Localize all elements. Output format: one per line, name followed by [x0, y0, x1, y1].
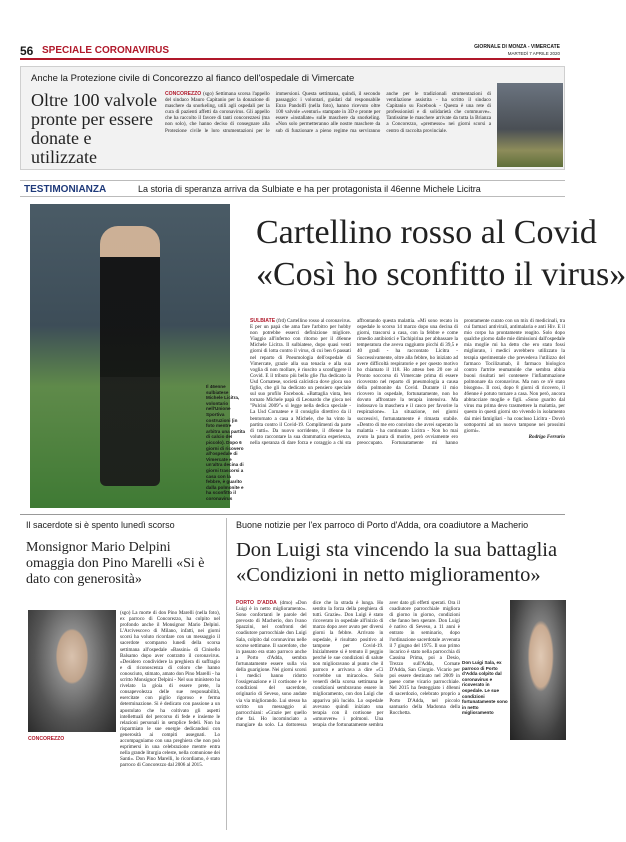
article-text: (dmo) «Don Luigi è in netto miglioramento». Sono confortanti le parole del prevosto di Macherio, don Ivano Spazzini, nel confronti del coadiutore parrocchiale don Luigi Sala, colpito dal coronavirus nelle scorse settimane. Il sacerdote, che in passato era stato parroco anche a Porto d'Adda, sembra fortunatamente essere sulla via della guarigione. Nei giorni scorsi i medici hanno ridotto l'ossigenazione e il cortisone e le condizioni del sacerdote, originario di Seveso, sono andate via via migliorando. Lui stesso ha scritto un messaggio ai parrocchiani: «Grazie per quello che fai. Ho incominciato a mangiare da solo. La dottoressa dice che la strada è lunga. Ho sentito la forza della preghiera di tutti. Grazie». Don Luigi è stato ricoverato in ospedale all'inizio di marzo dopo aver avuto per diversi giorni la febbre. Arrivato in ospedale, è risultato positivo al tampone per Covid-19. Inizialmente si è temuto il peggio perché le sue condizioni di salute non miglioravano al punto che il parroco e arrivava a dire «Ci vorrebbe un miracolo». Solo venerdì della scorsa settimana le condizioni sembravano essere in miglioramento, con don Luigi che appariva più lucido. Lo ospedale avevano quindi iniziato una terapia con il cortisone per «smuovere» i polmoni. Una terapia che fortunatamente sembra aver dato gli effetti sperati. Ora il coadiutore parrocchiale migliora di giorno in giorno, condizioni che fanno ben sperare. Don Luigi è nativo di Seveso, a 11 anni è entrato in seminario, dopo l'ordinazione sacerdotale avvenuta il 7 giugno del 1975. Il suo primo incarico è stato nella parrocchia di Cassina Prima, poi a Desio, Trezzo sull'Adda, Cornate D'Adda, San Giorgio. Vicario per poi essere destinato nel 2009 in paese come vicario parrocchiale. Nel 2015 ha festeggiato i 40enni di sacerdozio, celebrato proprio a Porto D'Adda, nel piccolo santuario della Madonna della Rocchetta.	[236, 600, 460, 728]
column-divider	[226, 518, 227, 830]
article-kicker-sala: Buone notizie per l'ex parroco di Porto d'Adda, ora coadiutore a Macherio	[236, 520, 529, 530]
article-protezione-civile	[20, 66, 565, 170]
referee-figure	[100, 226, 160, 486]
article-body-delpini	[120, 610, 220, 830]
article-headline-delpini: Monsignor Mario Delpini omaggia don Pino Marelli «Si è dato con generosità»	[26, 540, 205, 587]
volunteer-photo	[497, 83, 563, 167]
article-text: (frd) Cartellino rosso al coronavirus. E per un papà che ama fare l'arbitro per hobby non potrebbe esserci definizione migliore. Viaggio all'inferno con ritorno per il 46enne Michele Licitra. Il sulbiatese, dopo quasi venti giorni di lotta contro il virus, di cui ben 6 passati nel reparto di Pneumologia dell'ospedale di Vimercate, grazie alla sua tenacia e alla sua voglia di non mollare, è riuscito a sconfiggere il Covid. E il tributo più bello glie l'ha dedicato la Usd Cornatese, società calcistica dove gioca suo figlio, che gli ha dedicato un pensiero speciale sul suo profilo Facebook. «Battaglia vinta, ben tornato Michele papà di Leonardo che gioca nei "Pulcini 2009"» si legge nella dedica speciale - La Usd Cornatese e il consiglio direttivo da il bentornato a casa a Michele, che ha vinto la partita contro il Covid-19. Complimenti da parte di tutti». Da nuovo sorridente, il 46enne ha voluto raccontare la sua drammatica esperienza, nella speranza di dare forza e coraggio a chi sta affrontando questa malattia. «Mi sono recato in ospedale lo scorso 14 marzo dopo una decina di giorni, trascorsi a casa, con la febbre e come rimedio antibiotici e Tachipirina per abbassare la temperatura che aveva raggiunto picchi di 39,5 e 40 gradi - ha raccontato Licitra - Successivamente, oltre alla febbre, ho iniziato ad avere difficoltà respiratorie e per questo motivo ho chiamato il 118. Ho atteso ben 20 ore al Pronto soccorso di Vimercate prima di essere ricoverato nel reparto di pneumologia a causa della polmonite da Covid. Durante il mio ricovero in ospedale, fortunatamente, non ho dovuto affrontare la terapia intensiva. Ma indossavo la maschera e il casco per favorire la respirazione». La situazione, nei giorni successivi, fortunatamente è rimasta stabile. «Dentro di me ero convinto che avrei superato la malattia - ha continuato Licitra - Non ho mai avuto la paura di morire, però ovviamente ero preoccupato. Fortunatamente mi hanno prontamente curato con un mix di medicinali, tra cui farmaci antivirali, antimalaria e anti Hiv. E il mio corpo ha prontamente reagito. Solo dopo qualche giorno dalle mie dimissioni dall'ospedale mia moglie mi ha detto che ero stato fossi migliorato, i medici avrebbero utilizzato la terapia sperimentale che prevedeva l'utilizzo del farmaco Tocilizumab, il farmaco biologico contro l'artrite reumatoide che sembra abbia buoni risultati nel contenere l'infiammazione polmonare da coronavirus. Ma non ce n'è stato bisogno». Il cosi, dopo 8 giorni di ricovero, il 46enne è potuto tornare a casa. Non però, ancora abbracciare moglie e figli. «Sono guarito dal virus ma prima devo trasmettere la malattia, per questo in questi giorni sto vivendo in isolamento dai miei famigliari - ha concluso Licitra - Dovrò sottopormi ad un nuovo tampone nei prossimi giorni».	[250, 318, 565, 446]
article-headline: Oltre 100 valvole pronte per essere donate e utilizzate	[31, 90, 157, 167]
headline-line-1: Don Luigi sta vincendo la sua battaglia	[236, 539, 558, 561]
article-body-sala	[236, 600, 460, 830]
section-band-label: TESTIMONIANZA	[24, 184, 107, 195]
page-header	[20, 44, 560, 60]
referee-photo	[30, 204, 230, 508]
sala-photo-caption: Don Luigi Sala, ex parroco di Porto d'Adda colpito dal coronavirus e ricoverato in ospedale. Le sue condizioni fortunatamente sono in netto miglioramento	[462, 660, 508, 716]
article-author: Rodrigo Ferrario	[528, 433, 565, 440]
article-dateline: CONCOREZZO	[28, 736, 65, 742]
priest-photo	[28, 610, 116, 732]
article-text: (sgo) Settimana scorsa l'appello del sindaco Mauro Capitanio per la donazione di maschere da snorkeling, utili agli ospedali per la cura di pazienti affetti da coronavirus. Gli appello che ha raccolto il favore di tanti concorezzesi (ma non solo), che hanno deciso di consegnare alla Protezione civile le loro strumentazioni per le immersioni. Questa settimana, quindi, il secondo passaggio: i volontari, guidati dal responsabile Enzo Pandolfi (nella foto), hanno ricevuto oltre 100 valvole «venturi» stampate in 3D e pronte per essere «installate» sulle maschere da snorkeling. «Non solo permetteranno alle nostre maschere da sub di funzionare a pieno regime ma serviranno anche per le tradizionali strumentazioni di ventilazione assistita - ha scritto il sindaco Capitanio su Facebook - Questa è una rete di professionisti e di solidarietà che commuove». Tantissime le maschere arrivate da tutta la Brianza a Concorezzo, «premesso» nei giorni scorsi a centro di raccolta provinciale.	[165, 91, 491, 134]
article-text: (sgo) La morte di don Pino Marelli (nella foto), ex parroco di Concorezzo, ha colpito nel profondo anche il Monsignor Mario Delpini. L'Arcivescovo di Milano, infatti, nei giorni scorsi ha voluto ricordare con un messaggio il sacerdote scomparso lunedì della scorsa settimana all'ospedale «Bassini» di Cinisello Balsamo dopo aver contratto il coronavirus. «Desidero condividere la preghiera di suffragio e di riconoscenza di coloro che hanno conosciuto, stimato, amato don Pino Marelli - ha scritto Monsignor Delpini - Nel suo ministero ha rivelato la gioia di essere prete, la consapevolezza delle sue responsabilità, esercitate con piglio rigoroso e ferma determinazione. Si è dedicato con passione a un apostolato che ha coltivato gli aspetti intellettuali del percorso di fede e insieme le relazioni personali in semplice fedeli. Non ha risparmiato le sue energie dedicandosi con generosità ai compiti assegnati. Lo accompagniamo con una preghiera che non può esprimersi in una celebrazione mentre entra nella grande liturgia celeste, nella comunione dei Santi». Don Pino Marelli, lo ricordiamo, è stato parroco di Concorezzo dal 2006 al 2015.	[120, 610, 220, 769]
article-headline-covid	[256, 212, 626, 308]
headline-line-1: Cartellino rosso al Covid	[256, 214, 597, 251]
don-luigi-photo	[510, 600, 566, 740]
headline-line-2: «Condizioni in netto miglioramento»	[236, 564, 541, 586]
referee-photo-caption: Il 46enne sulbiatese Michele Licitra, volontario nell'Unione Sportiva costruzioni (in foto mentre arbitra una partita di calcio del piccolo). Dopo 6 giorni di ricovero all'ospedale di Vimercate e un'altra decina di giorni trascorsi a casa con la febbre, è guarito dalla polmonite e ha sconfitto il coronavirus	[206, 384, 246, 501]
article-dateline: PORTO D'ADDA	[236, 600, 277, 606]
section-divider	[20, 514, 565, 515]
article-dateline: CONCOREZZO	[165, 91, 202, 97]
article-kicker-delpini: Il sacerdote si è spento lunedì scorso	[26, 520, 175, 530]
headline-line-2: «Così ho sconfitto il virus»	[256, 256, 626, 293]
article-lead-delpini	[28, 736, 116, 830]
article-headline-sala	[236, 538, 566, 594]
issue-date: MARTEDÌ 7 APRILE 2020	[507, 51, 560, 56]
article-dateline: SULBIATE	[250, 318, 276, 324]
article-kicker: Anche la Protezione civile di Concorezzo al fianco dell'ospedale di Vimercate	[31, 73, 355, 84]
section-title: SPECIALE CORONAVIRUS	[42, 45, 170, 56]
article-body-covid	[250, 318, 565, 508]
section-band-subtitle: La storia di speranza arriva da Sulbiate e ha per protagonista il 46enne Michele Licitra	[138, 184, 481, 194]
newspaper-name: GIORNALE DI MONZA - VIMERCATE	[474, 44, 560, 50]
section-band	[20, 180, 565, 197]
page-number: 56	[20, 44, 34, 58]
article-body	[165, 91, 491, 167]
